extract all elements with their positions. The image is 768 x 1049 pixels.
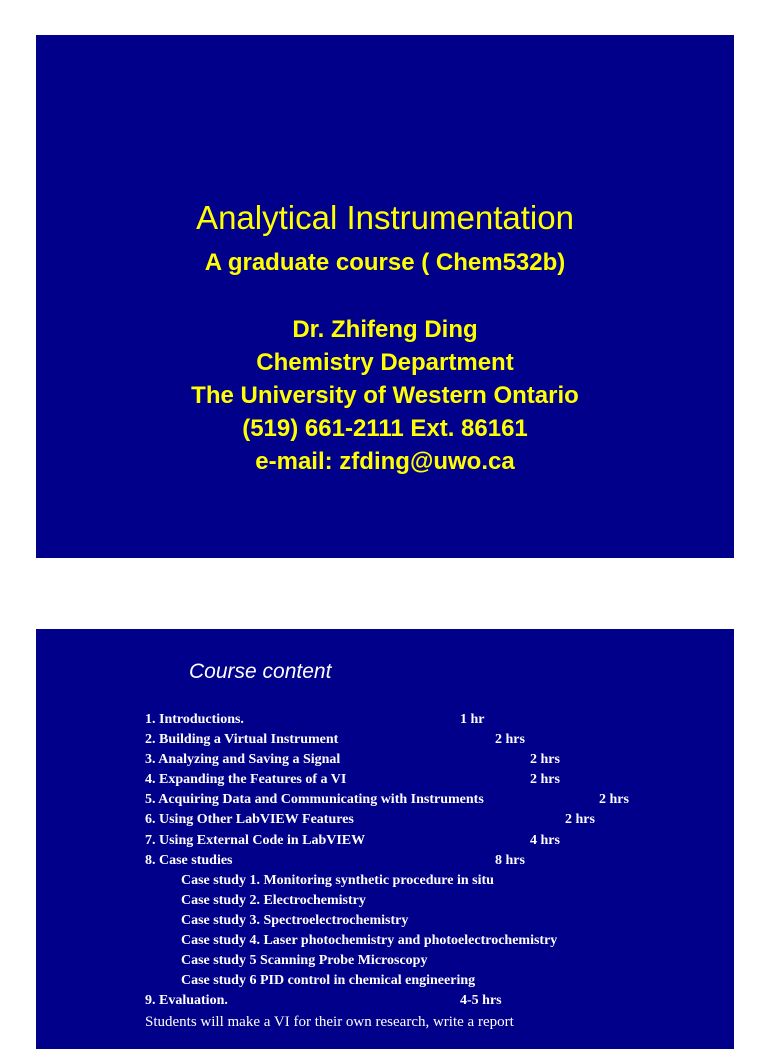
course-subtitle: A graduate course ( Chem532b) (204, 249, 566, 276)
list-item (36, 810, 734, 830)
topic-label: 4. Expanding the Features of a VI (145, 772, 347, 788)
topic-duration: 4-5 hrs (460, 993, 502, 1009)
topic-duration: 2 hrs (599, 792, 629, 808)
topic-duration: 2 hrs (530, 772, 560, 788)
list-item (36, 891, 734, 911)
topic-label: 1. Introductions. (145, 712, 244, 727)
case-study-label: Case study 1. Monitoring synthetic procedure in situ (181, 872, 494, 888)
phone: (519) 661-2111 Ext. 86161 (242, 415, 528, 442)
case-study-label: Case study 5 Scanning Probe Microscopy (181, 953, 428, 969)
university: The University of Western Ontario (191, 382, 579, 409)
topic-duration: 2 hrs (495, 732, 525, 748)
topic-duration: 4 hrs (530, 832, 560, 848)
department: Chemistry Department (256, 349, 514, 376)
list-item (36, 770, 734, 790)
list-item (36, 931, 734, 951)
topic-duration: 1 hr (460, 712, 485, 727)
case-study-label: Case study 2. Electrochemistry (181, 892, 366, 908)
case-study-label: Case study 4. Laser photochemistry and photoelectrochemistry (181, 933, 558, 949)
list-item (36, 750, 734, 770)
case-study-label: Case study 3. Spectroelectrochemistry (181, 912, 409, 928)
instructor-contact (36, 313, 734, 478)
list-item (36, 911, 734, 931)
instructor-name: Dr. Zhifeng Ding (292, 316, 478, 343)
topic-label: 9. Evaluation. (145, 993, 228, 1009)
topic-duration: 8 hrs (495, 852, 525, 868)
course-content-list (36, 710, 734, 1011)
list-item (36, 730, 734, 750)
topic-label: 5. Acquiring Data and Communicating with Instruments (145, 792, 484, 808)
topic-label: 2. Building a Virtual Instrument (145, 732, 339, 748)
title-slide (36, 35, 734, 558)
topic-label: 7. Using External Code in LabVIEW (145, 832, 366, 848)
course-content-slide (36, 629, 734, 1049)
email: e-mail: zfding@uwo.ca (255, 448, 515, 475)
course-content-heading: Course content (189, 660, 332, 683)
list-item (36, 871, 734, 891)
topic-label: 6. Using Other LabVIEW Features (145, 812, 354, 828)
case-study-label: Case study 6 PID control in chemical engineering (181, 973, 476, 989)
list-item (36, 971, 734, 991)
topic-label: 8. Case studies (145, 852, 233, 868)
list-item (36, 951, 734, 971)
topic-duration: 2 hrs (530, 752, 560, 768)
list-item (36, 790, 734, 810)
topic-label: 3. Analyzing and Saving a Signal (145, 752, 341, 768)
evaluation-note: Students will make a VI for their own research, write a report (145, 1014, 514, 1030)
list-item (36, 851, 734, 871)
course-title: Analytical Instrumentation (196, 199, 574, 236)
list-item (36, 710, 734, 730)
topic-duration: 2 hrs (565, 812, 595, 828)
list-item (36, 831, 734, 851)
list-item (36, 991, 734, 1011)
